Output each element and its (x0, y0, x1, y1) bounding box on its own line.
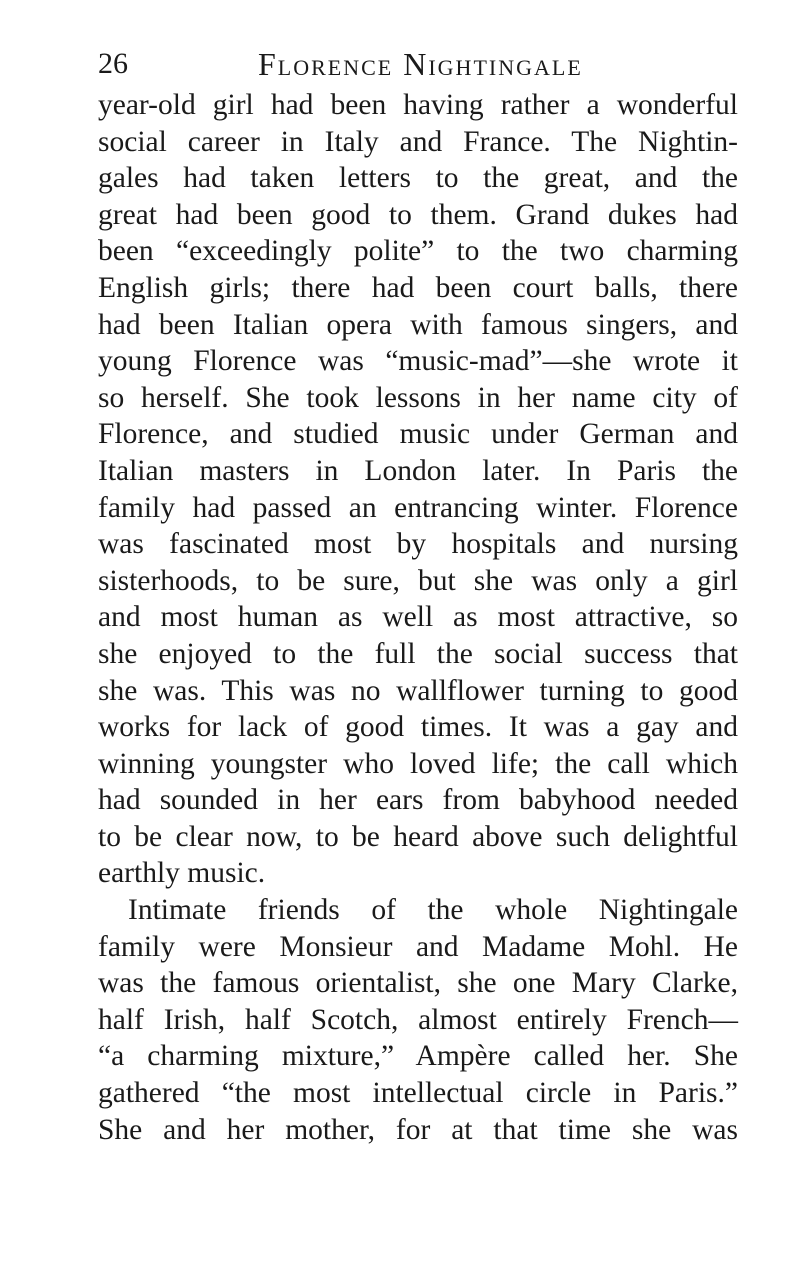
text-line: Italian masters in London later. In Paris the (98, 454, 738, 487)
text-line: English girls; there had been court balls, there (98, 271, 738, 304)
page-number: 26 (98, 47, 128, 80)
text-line: social career in Italy and France. The Nightin- (98, 125, 738, 158)
paragraph-start-line: Intimate friends of the whole Nightingale (128, 894, 738, 927)
text-line: she enjoyed to the full the social success that (98, 637, 738, 670)
running-head-title: Florence Nightingale (258, 46, 583, 82)
text-line: half Irish, half Scotch, almost entirely French— (98, 1003, 738, 1036)
text-line: she was. This was no wallflower turning to good (98, 674, 738, 707)
page-header (98, 44, 738, 84)
text-line: great had been good to them. Grand dukes had (98, 198, 738, 231)
text-line: family were Monsieur and Madame Mohl. He (98, 930, 738, 963)
text-line: She and her mother, for at that time she was (98, 1113, 738, 1146)
body-text (98, 87, 738, 1148)
text-line: young Florence was “music-mad”—she wrote it (98, 345, 738, 378)
text-line: so herself. She took lessons in her name city of (98, 381, 738, 414)
text-line: was fascinated most by hospitals and nursing (98, 528, 738, 561)
text-line: “a charming mixture,” Ampère called her. She (98, 1040, 738, 1073)
paragraph-end-line: earthly music. (98, 857, 266, 890)
text-line: sisterhoods, to be sure, but she was only a girl (98, 564, 738, 597)
text-line: works for lack of good times. It was a gay and (98, 711, 738, 744)
text-line: year-old girl had been having rather a wonderful (98, 89, 738, 121)
text-line: had sounded in her ears from babyhood needed (98, 784, 738, 817)
text-line: family had passed an entrancing winter. Florence (98, 491, 738, 524)
text-line: been “exceedingly polite” to the two charming (98, 235, 738, 268)
text-line: and most human as well as most attractive, so (98, 601, 738, 634)
text-line: was the famous orientalist, she one Mary Clarke, (98, 967, 738, 1000)
text-line: Florence, and studied music under German and (98, 418, 738, 451)
text-line: gales had taken letters to the great, and the (98, 162, 738, 195)
text-line: gathered “the most intellectual circle in Paris.” (98, 1077, 738, 1110)
text-line: had been Italian opera with famous singers, and (98, 308, 738, 341)
text-line: winning youngster who loved life; the call which (98, 747, 738, 780)
text-line: to be clear now, to be heard above such delightful (98, 820, 738, 853)
